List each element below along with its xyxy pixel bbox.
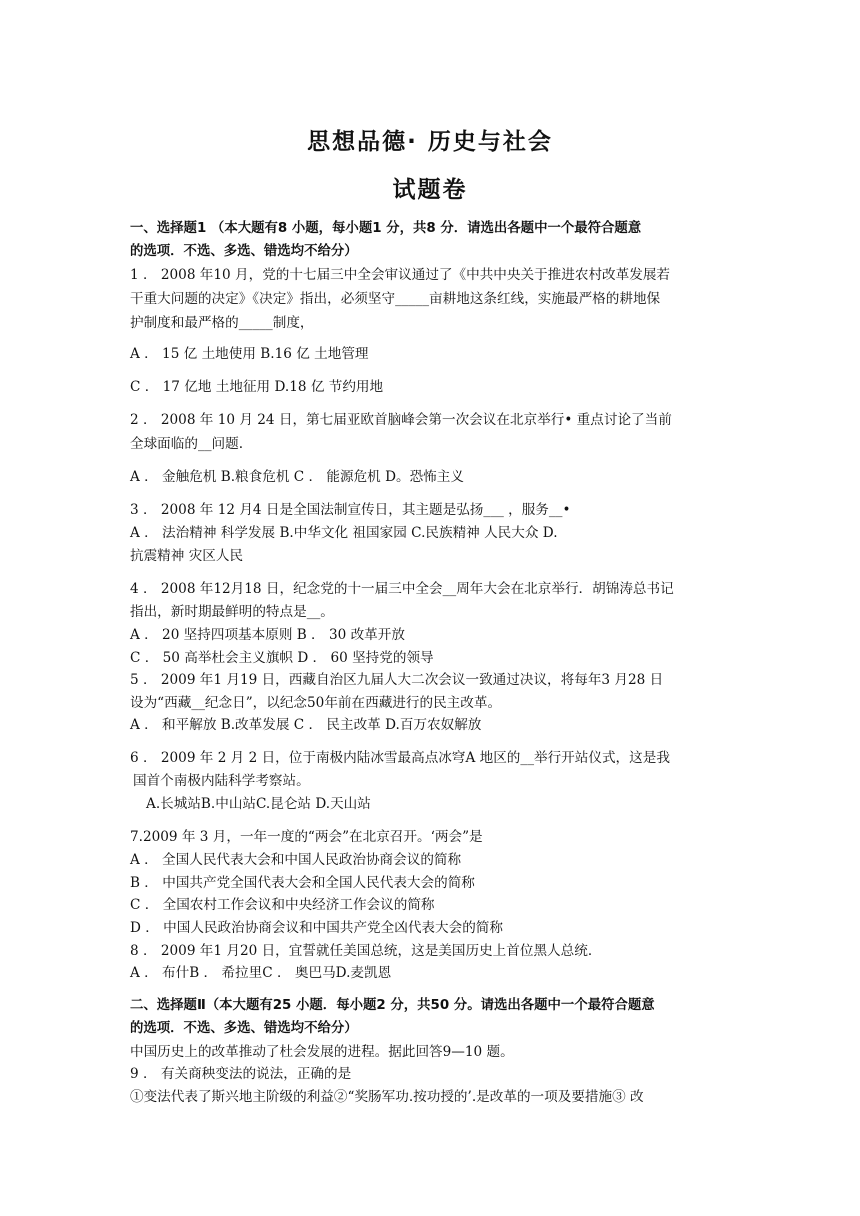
question-9-statements: ①变法代表了斯兴地主阶级的利益②“奖肠军功.按功授的’.是改革的一项及要措施③ 改 bbox=[130, 1089, 644, 1105]
question-2-options: A ． 金触危机 B.粮食危机 C ． 能源危机 D。恐怖主义 bbox=[130, 469, 464, 485]
question-6: 6 ． 2009 年 2 月 2 日，位于南极内陆冰雪最高点冰穹A 地区的__举行开站仪式，这是我 bbox=[130, 750, 670, 766]
question-6-cont: 国首个南极内陆科学考察站。 bbox=[133, 773, 310, 789]
question-2-cont: 全球面临的__问题. bbox=[130, 436, 244, 452]
question-1: 1 ． 2008 年10 月，党的十七届三中全会审议通过了《中共中央关于推进农村改革发展若 bbox=[130, 267, 671, 283]
section-1-heading-cont: 的选项．不选、多选、错选均不给分） bbox=[130, 244, 358, 259]
question-7: 7.2009 年 3 月，一年一度的“两会”在北京召开。‘两会”是 bbox=[130, 829, 483, 845]
question-4: 4 ． 2008 年12月18 日，纪念党的十一届三中全会__周年大会在北京举行．胡锦涛总书记 bbox=[130, 581, 674, 597]
question-3-options-cont: 抗震精神 灾区人民 bbox=[130, 548, 244, 564]
question-3-options: A ． 法治精神 科学发展 B.中华文化 祖国家园 C.民族精神 人民大众 D. bbox=[130, 525, 558, 541]
question-8-options: A ． 布什B ． 希拉里C ． 奥巴马D.麦凯恩 bbox=[130, 965, 392, 981]
section-2-intro: 中国历史上的改革推动了杜会发展的进程。据此回答9—10 题。 bbox=[130, 1044, 514, 1060]
question-7-option-d: D ． 中国人民政治协商会议和中国共产党全凶代表大会的简称 bbox=[130, 920, 503, 936]
section-2-heading-cont: 的选项．不选、多选、错选均不给分） bbox=[130, 1021, 358, 1036]
question-4-options-cd: C ． 50 高举杜会主义旗帜 D ． 60 坚持党的领导 bbox=[130, 650, 434, 666]
question-6-options: A.长城站B.中山站C.昆仑站 D.天山站 bbox=[146, 796, 371, 812]
section-1-heading: 一、选择题1 （本大题有8 小题，每小题1 分，共8 分．请选出各题中一个最符合题意 bbox=[130, 221, 642, 236]
question-7-option-b: B ． 中国共产党全国代表大会和全国人民代表大会的简称 bbox=[130, 875, 475, 891]
question-5-options: A ． 和平解放 B.改革发展 C ． 民主改革 D.百万农奴解放 bbox=[130, 717, 482, 733]
question-7-option-c: C ． 全国农村工作会议和中央经济工作会议的简称 bbox=[130, 897, 435, 913]
question-1-cont: 护制度和最严格的_____制度， bbox=[130, 315, 314, 331]
question-5: 5 ． 2009 年1 月19 日，西藏自治区九届人大二次会议一致通过决议，将每年3 月28 日 bbox=[130, 672, 664, 688]
question-2: 2 ． 2008 年 10 月 24 日，第七届亚欧首脑峰会第一次会议在北京举行• 重点讨论了当前 bbox=[130, 412, 672, 428]
question-9: 9 ． 有关商秧变法的说法，正确的是 bbox=[130, 1066, 352, 1082]
question-1-options-cd: C ． 17 亿地 土地征用 D.18 亿 节约用地 bbox=[130, 379, 384, 395]
document-subtitle: 试题卷 bbox=[392, 177, 468, 203]
question-4-options-ab: A ． 20 坚持四项基本原则 B ． 30 改革开放 bbox=[130, 627, 405, 643]
section-2-heading: 二、选择题Ⅱ（本大题有25 小题．每小题2 分，共50 分。请选出各题中一个最符合题意 bbox=[130, 998, 655, 1013]
question-7-option-a: A ． 全国人民代表大会和中国人民政治协商会议的简称 bbox=[130, 852, 462, 868]
question-4-cont: 指出，新时期最鲜明的特点是__。 bbox=[130, 604, 334, 620]
question-1-options-ab: A ． 15 亿 土地使用 B.16 亿 土地管理 bbox=[130, 346, 369, 362]
question-3: 3 ． 2008 年 12 月4 日是全国法制宣传日，其主题是弘扬___ ，服务__• bbox=[130, 502, 571, 518]
question-8: 8 ． 2009 年1 月20 日，宜誓就任美国总统，这是美国历史上首位黑人总统． bbox=[130, 943, 602, 959]
document-title: 思想品德· 历史与社会 bbox=[307, 129, 553, 155]
question-1-cont: 干重大问题的决定》《决定》指出，必须坚守_____亩耕地这条红线，实施最严格的耕地保 bbox=[130, 291, 661, 307]
question-5-cont: 设为“西藏__纪念日”，以纪念50年前在西藏进行的民主改革。 bbox=[130, 695, 502, 711]
